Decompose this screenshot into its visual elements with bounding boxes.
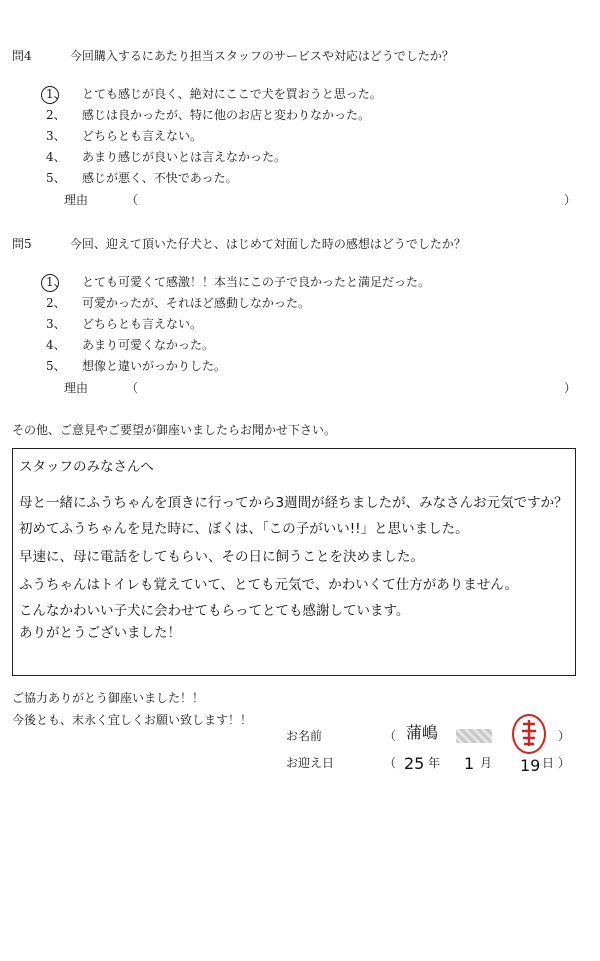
question-5: [12, 234, 588, 399]
option-text: 感じは良かったが、特に他のお店と変わりなかった。: [82, 108, 371, 122]
redacted-name-mark: [456, 729, 492, 743]
handwritten-line: ありがとうございました！: [19, 625, 181, 641]
option-text: どちらとも言えない。: [82, 129, 203, 143]
day-unit: 日: [542, 756, 555, 770]
option-item[interactable]: [46, 335, 588, 356]
option-number: 3、: [46, 129, 66, 143]
paren-open: （: [384, 729, 397, 743]
date-label: お迎え日: [286, 756, 335, 770]
option-number-selected: 1、: [46, 272, 82, 293]
option-text: あまり感じが良いとは言えなかった。: [82, 150, 287, 164]
option-text: 想像と違いがっかりした。: [82, 359, 227, 373]
option-item[interactable]: [46, 105, 588, 126]
option-item[interactable]: [46, 272, 588, 293]
option-text: あまり可愛くなかった。: [82, 338, 215, 352]
red-seal-stamp: [512, 714, 546, 754]
option-item[interactable]: [46, 126, 588, 147]
month-unit: 月: [480, 756, 493, 770]
question-text: 今回、迎えて頂いた仔犬と、はじめて対面した時の感想はどうでしたか？: [69, 237, 466, 251]
reason-label: 理由: [64, 193, 89, 207]
paren-open: （: [126, 193, 139, 207]
handwritten-line: 母と一緒にふうちゃんを頂きに行ってから3週間が経ちましたが、みなさんお元気ですか？: [19, 495, 568, 511]
option-item[interactable]: [46, 84, 588, 105]
option-item[interactable]: [46, 356, 588, 377]
other-comments-prompt: その他、ご意見やご要望が御座いましたらお聞かせ下さい。: [12, 423, 337, 437]
question-number: 問5: [12, 237, 32, 251]
question-5-header: [12, 234, 588, 254]
paren-open: （: [384, 756, 397, 770]
option-text: とても可愛くて感激！！本当にこの子で良かったと満足だった。: [82, 275, 431, 289]
day-value[interactable]: 19: [520, 756, 541, 775]
option-number: 5、: [46, 359, 66, 373]
option-item[interactable]: [46, 293, 588, 314]
paren-close: ）: [558, 729, 571, 743]
name-label: お名前: [286, 729, 323, 743]
comment-box[interactable]: [12, 448, 576, 676]
option-number: 4、: [46, 338, 66, 352]
question-4-header: [12, 46, 588, 66]
paren-close: ）: [558, 756, 571, 770]
option-text: とても感じが良く、絶対にここで犬を買おうと思った。: [82, 87, 382, 101]
year-value[interactable]: 25: [404, 754, 425, 773]
option-item[interactable]: [46, 314, 588, 335]
option-item[interactable]: [46, 168, 588, 189]
option-list: [46, 272, 588, 399]
handwritten-line: 早速に、母に電話をしてもらい、その日に飼うことを決めました。: [19, 549, 424, 565]
question-4: [12, 46, 588, 211]
option-number-selected: 1、: [46, 84, 82, 105]
name-value[interactable]: 蒲嶋: [406, 723, 439, 742]
option-number: 5、: [46, 171, 66, 185]
thanks-line: ご協力ありがとう御座いました！！: [12, 691, 205, 705]
handwritten-line: こんなかわいい子犬に会わせてもらってとても感謝しています。: [19, 603, 410, 619]
handwritten-line: ふうちゃんはトイレも覚えていて、とても元気で、かわいくて仕方がありません。: [19, 577, 519, 593]
option-text: 感じが悪く、不快であった。: [82, 171, 238, 185]
option-number: 3、: [46, 317, 66, 331]
option-text: 可愛かったが、それほど感動しなかった。: [82, 296, 311, 310]
thanks-line: 今後とも、末永く宜しくお願い致します！！: [12, 713, 253, 727]
paren-close: ）: [564, 193, 577, 207]
paren-close: ）: [564, 381, 577, 395]
option-number: 2、: [46, 108, 66, 122]
handwritten-line: スタッフのみなさんへ: [19, 459, 154, 475]
option-list: [46, 84, 588, 211]
option-number: 4、: [46, 150, 66, 164]
option-item[interactable]: [46, 147, 588, 168]
reason-field[interactable]: [64, 189, 588, 211]
paren-open: （: [126, 381, 139, 395]
reason-label: 理由: [64, 381, 89, 395]
reason-field[interactable]: [64, 377, 588, 399]
question-number: 問4: [12, 49, 32, 63]
year-unit: 年: [428, 756, 441, 770]
option-number: 2、: [46, 296, 66, 310]
question-text: 今回購入するにあたり担当スタッフのサービスや対応はどうでしたか？: [69, 49, 454, 63]
month-value[interactable]: 1: [464, 754, 475, 773]
option-text: どちらとも言えない。: [82, 317, 203, 331]
handwritten-line: 初めてふうちゃんを見た時に、ぼくは、「この子がいい!!」と思いました。: [19, 521, 469, 537]
